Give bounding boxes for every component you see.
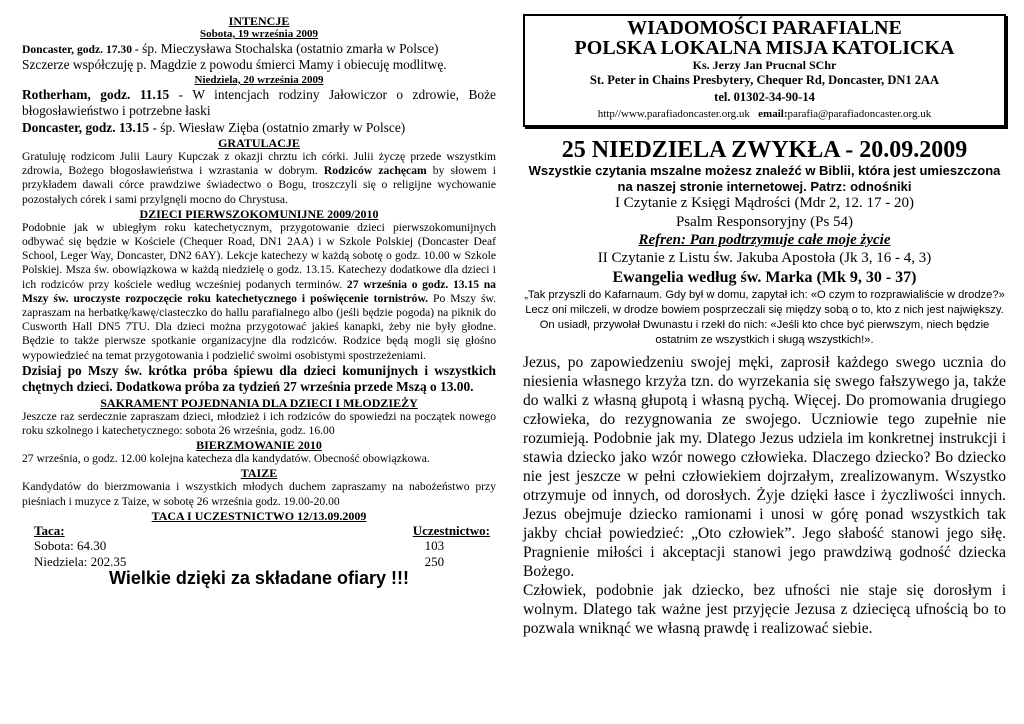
sakrament-text: Jeszcze raz serdecznie zapraszam dzieci, młodzież i ich rodziców do spowiedzi na początek nowego roku szkolnego i katechetycznego: sobota 26 września, godz. 16.00 — [22, 409, 496, 437]
homily-paragraph-1: Jezus, po zapowiedzeniu swojej męki, zaprosił każdego swego ucznia do niesienia własnego krzyża tzn. do wyrzekania się swego fałszywego ja, także do walki z własną głupotą i własną pychą. Więcej. Do promowania drugiego człowieka, do rezygnowania ze swojego. Uczniowie tego zupełnie nie rozumieją. Podobnie jak my. Dlatego Jezus udziela im konkretnej instrukcji i stawia dziecko jako wzór nowego człowieka. Dlaczego dziecko? Bo dziecko nie jest jeszcze w pełni człowiekiem dojrzałym, zrealizowanym. Wszystko otrzymuje od innych, od dorosłych. Żyje dzięki łasce i życzliwości innych. Jezus obejmuje dziecko ramionami i unosi w górę ponad wszystkich tak jakby chciał powiedzieć: „Oto człowiek”. Jego słabość stanowi jego siłę. Pragnienie miłości i akceptacji stanowi jego prawdziwą godność dziecka Bożego. — [523, 354, 1006, 581]
uczestnictwo-label: Uczestnictwo: — [412, 522, 490, 538]
homily — [523, 353, 1006, 638]
intention-1-text: śp. Mieczysława Stochalska (ostatnio zmarła w Polsce) — [138, 41, 439, 56]
condolence-note: Szczerze współczuję p. Magdzie z powodu śmierci Mamy i obiecuję modlitwę. — [22, 57, 447, 73]
taca-amounts — [34, 523, 126, 569]
niedziela-count: 250 — [424, 553, 445, 569]
taize-text: Kandydatów do bierzmowania i wszystkich młodych duchem zapraszamy na nabożeństwo przy pieśniach i muzyce z Taize, w sobotę 26 września godz. 19.00-20.00 — [22, 480, 496, 508]
email-label: email: — [758, 108, 788, 120]
sakrament-heading: SAKRAMENT POJEDNANIA DLA DZIECI I MŁODZIEŻY — [100, 395, 418, 410]
parish-phone: tel. 01302-34-90-14 — [714, 90, 815, 104]
intention-3-place: Doncaster, godz. 13.15 — [22, 119, 150, 135]
date-saturday: Sobota, 19 września 2009 — [200, 28, 318, 40]
dzieci-bold-1: 27 września o godz. 13.15 na Mszy św. uroczyste rozpoczęcie roku katechetycznego i poświęcenie tornistrów. — [22, 277, 496, 305]
bierzmowanie-text: 27 września, o godz. 12.00 kolejna katecheza dla kandydatów. Obecność obowiązkowa. — [22, 452, 430, 466]
gratulacje-bold: Rodziców zachęcam — [323, 164, 427, 178]
intention-2-text: - W intencjach rodziny Jałowiczor o zdrowie, Boże błogosławieństwo i potrzebne łaski — [22, 86, 496, 119]
taca-heading: TACA I UCZESTNICTWO 12/13.09.2009 — [151, 508, 367, 523]
dzieci-bold-2: Dzisiaj po Mszy św. krótka próba śpiewu dla dzieci komunijnych i wszystkich chętnych dzieci. Dodatkowa próba za tydzień 27 września przede Mszą o 13.00. — [22, 362, 496, 395]
header-title-2: POLSKA LOKALNA MISJA KATOLICKA — [574, 37, 955, 59]
refren — [523, 231, 1006, 249]
intencje-heading: INTENCJE — [228, 14, 290, 28]
homily-paragraph-2: Człowiek, podobnie jak dziecko, bez ufności nie staje się dorosłym i wolnym. Dlatego tak ważne jest przyjęcie Jezusa z dziecięcą ufnością bo to pozwala wniknąć we własną prawdę i realizować siebie. — [523, 582, 1006, 638]
parish-header-box — [523, 14, 1006, 127]
reading-1: I Czytanie z Księgi Mądrości (Mdr 2, 12. 17 - 20) — [614, 195, 915, 211]
intention-1-place: Doncaster, godz. 17.30 - — [22, 43, 139, 56]
refren-text: Refren: Pan podtrzymuje całe moje życie — [638, 232, 891, 248]
gratulacje-heading: GRATULACJE — [218, 136, 300, 151]
intention-3-text: - śp. Wiesław Zięba (ostatnio zmarły w Polsce) — [149, 119, 406, 135]
sobota-count: 103 — [424, 538, 445, 554]
thanks-banner: Wielkie dzięki za składane ofiary !!! — [109, 567, 409, 588]
dzieci-text-2: Po Mszy św. zapraszam na herbatkę/kawę/ciasteczko do hallu parafialnego albo (jeśli będzie pogoda) na piknik do Cusworth Hall DN5 7TU. Dla dzieci można przygotować jakieś kanapki, żeby nie były głodne. Będzie to także pierwsze spotkanie organizacyjne dla rodziców. Rodzice będą mogli się głośno wypowiedzieć na temat przygotowania i podzielić swoimi osobistymi spostrzeżeniami. — [22, 291, 497, 362]
parish-address: St. Peter in Chains Presbytery, Chequer Rd, Doncaster, DN1 2AA — [589, 73, 940, 87]
gratulacje-text — [22, 150, 496, 207]
gospel-title: Ewangelia według św. Marka (Mk 9, 30 - 37) — [612, 268, 917, 286]
taca-label: Taca: — [34, 522, 65, 538]
header-title-1: WIADOMOŚCI PARAFIALNE — [627, 17, 902, 39]
taca-label-text: Taca — [34, 522, 61, 538]
gratulacje-text-1: Gratuluję rodzicom Julii Laury Kupczak z okazji chrztu ich córki. Julii życzę przede wszystkim zdrowia, Bożego błogosławieństwa i wzrastania w dobrym. — [22, 150, 496, 178]
sunday-title: 25 NIEDZIELA ZWYKŁA - 20.09.2009 — [561, 137, 968, 163]
dzieci-heading: DZIECI PIERWSZOKOMUNIJNE 2009/2010 — [139, 206, 379, 221]
priest-name: Ks. Jerzy Jan Prucnal SChr — [692, 58, 837, 72]
date-sunday: Niedziela, 20 września 2009 — [194, 73, 324, 86]
website-link[interactable]: http//www.parafiadoncaster.org.uk — [597, 108, 750, 120]
email-link[interactable]: parafia@parafiadoncaster.org.uk — [787, 108, 932, 120]
intention-2-place: Rotherham, godz. 11.15 — [22, 86, 170, 102]
intention-2 — [22, 87, 496, 120]
left-column — [22, 14, 497, 588]
taca-table — [22, 523, 496, 569]
taize-heading: TAIZE — [240, 466, 278, 481]
dzieci-text-1: Podobnie jak w ubiegłym roku katechetycznym, przygotowanie dzieci pierwszokomunijnych odbywać się będzie w Kościele (Chequer Road, DN1 2AA) i w Szkole Polskiej (Doncaster Deaf School, Leger Way, Doncaster, DN2 6AY). Lekcje katechezy w każdą sobotę o godz. 10.00 w Szkole Polskiej. Msza św. obowiązkowa w każdą niedzielę o godz. 13.15. Katechezy dodatkowe dla dzieci i ich rodziców przy kościele według wcześniej podanych terminów. — [22, 220, 496, 291]
sobota-amount: Sobota: 64.30 — [34, 538, 107, 554]
uczestnictwo-label-text: Uczestnictwo — [412, 522, 486, 538]
bierzmowanie-heading: BIERZMOWANIE 2010 — [196, 438, 322, 453]
dzieci-text — [22, 221, 496, 363]
gospel-text: „Tak przyszli do Kafarnaum. Gdy był w domu, zapytał ich: «O czym to rozprawialiście w drodze?» Lecz oni milczeli, w drodze bowiem posprzeczali się między sobą o to, kto z nich jest największy. On usiadł, przywołał Dwunastu i rzekł do nich: «Jeśli kto chce być pierwszym, niech będzie ostatnim ze wszystkich i sługą wszystkich!». — [524, 288, 1005, 347]
niedziela-amount: Niedziela: 202.35 — [34, 553, 127, 569]
parish-contact — [529, 106, 1000, 122]
right-column — [523, 14, 1006, 638]
gratulacje-text-2: by słowem i przykładem dawali córce prawdziwe świadectwo o Bogu, troszczyli się o religijne wychowanie pozostałych córek i sami przylgnęli mocno do Chrystusa. — [22, 164, 496, 206]
intention-3 — [22, 120, 496, 136]
dzieci-rehearsal — [22, 363, 496, 396]
taca-counts — [413, 523, 490, 569]
intention-1 — [22, 41, 496, 57]
psalm: Psalm Responsoryjny (Ps 54) — [675, 213, 854, 230]
reading-2: II Czytanie z Listu św. Jakuba Apostoła (Jk 3, 16 - 4, 3) — [597, 250, 932, 266]
readings-note: Wszystkie czytania mszalne możesz znaleźć w Biblii, która jest umieszczona na naszej stronie internetowej. Patrz: odnośniki — [528, 163, 1001, 194]
